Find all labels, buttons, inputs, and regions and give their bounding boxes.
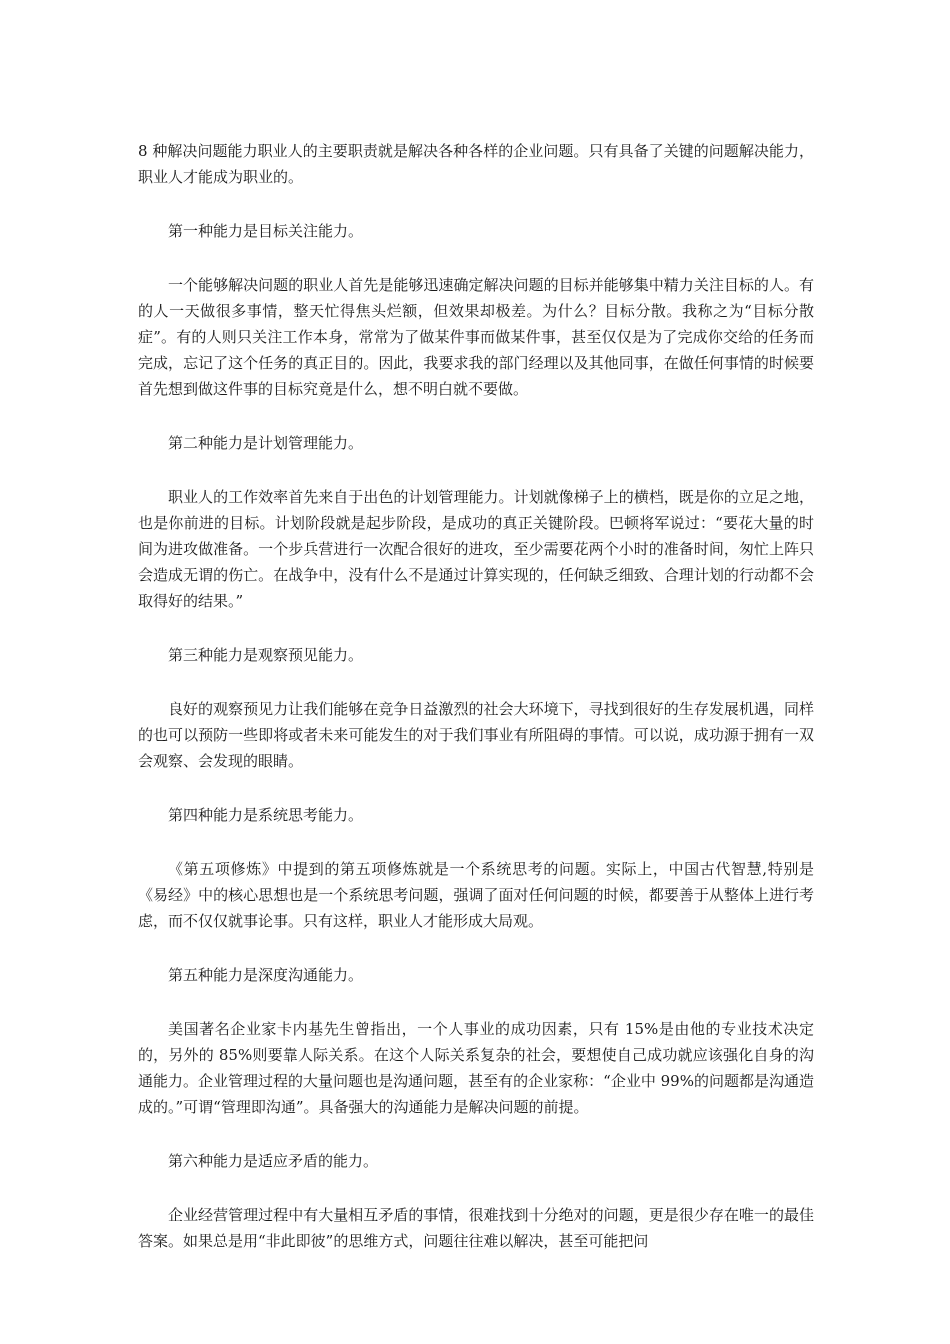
section-5-heading: 第五种能力是深度沟通能力。 xyxy=(168,966,364,984)
section-3-heading: 第三种能力是观察预见能力。 xyxy=(168,646,364,664)
section-4-body: 《第五项修炼》中提到的第五项修炼就是一个系统思考的问题。实际上，中国古代智慧,特别是《易经》中的核心思想也是一个系统思考问题，强调了面对任何问题的时候，都要善于从整体上进行考虑，而不仅仅就事论事。只有这样，职业人才能形成大局观。 xyxy=(138,860,814,930)
section-5-body: 美国著名企业家卡内基先生曾指出，一个人事业的成功因素，只有 15%是由他的专业技术决定的，另外的 85%则要靠人际关系。在这个人际关系复杂的社会，要想使自己成功就应该强化自身的沟通能力。企业管理过程的大量问题也是沟通问题，甚至有的企业家称：“企业中 99%的问题都是沟通造成的。”可谓“管理即沟通”。具备强大的沟通能力是解决问题的前提。 xyxy=(138,1020,814,1116)
document-page xyxy=(138,138,814,1282)
section-2-heading: 第二种能力是计划管理能力。 xyxy=(168,434,364,452)
section-1-body: 一个能够解决问题的职业人首先是能够迅速确定解决问题的目标并能够集中精力关注目标的人。有的人一天做很多事情，整天忙得焦头烂额，但效果却极差。为什么？目标分散。我称之为“目标分散症”。有的人则只关注工作本身，常常为了做某件事而做某件事，甚至仅仅是为了完成你交给的任务而完成，忘记了这个任务的真正目的。因此，我要求我的部门经理以及其他同事，在做任何事情的时候要首先想到做这件事的目标究竟是什么，想不明白就不要做。 xyxy=(138,276,814,398)
intro-paragraph: 8 种解决问题能力职业人的主要职责就是解决各种各样的企业问题。只有具备了关键的问题解决能力，职业人才能成为职业的。 xyxy=(138,142,814,186)
section-1-heading: 第一种能力是目标关注能力。 xyxy=(168,222,364,240)
section-2-body: 职业人的工作效率首先来自于出色的计划管理能力。计划就像梯子上的横档，既是你的立足之地，也是你前进的目标。计划阶段就是起步阶段，是成功的真正关键阶段。巴顿将军说过：“要花大量的时间为进攻做准备。一个步兵营进行一次配合很好的进攻，至少需要花两个小时的准备时间，匆忙上阵只会造成无谓的伤亡。在战争中，没有什么不是通过计算实现的，任何缺乏细致、合理计划的行动都不会取得好的结果。” xyxy=(138,488,814,610)
section-6-heading: 第六种能力是适应矛盾的能力。 xyxy=(168,1152,379,1170)
section-4-heading: 第四种能力是系统思考能力。 xyxy=(168,806,364,824)
section-3-body: 良好的观察预见力让我们能够在竞争日益激烈的社会大环境下，寻找到很好的生存发展机遇，同样的也可以预防一些即将或者未来可能发生的对于我们事业有所阻碍的事情。可以说，成功源于拥有一双会观察、会发现的眼睛。 xyxy=(138,700,814,770)
section-6-body: 企业经营管理过程中有大量相互矛盾的事情，很难找到十分绝对的问题，更是很少存在唯一的最佳答案。如果总是用“非此即彼”的思维方式，问题往往难以解决，甚至可能把问 xyxy=(138,1206,814,1250)
